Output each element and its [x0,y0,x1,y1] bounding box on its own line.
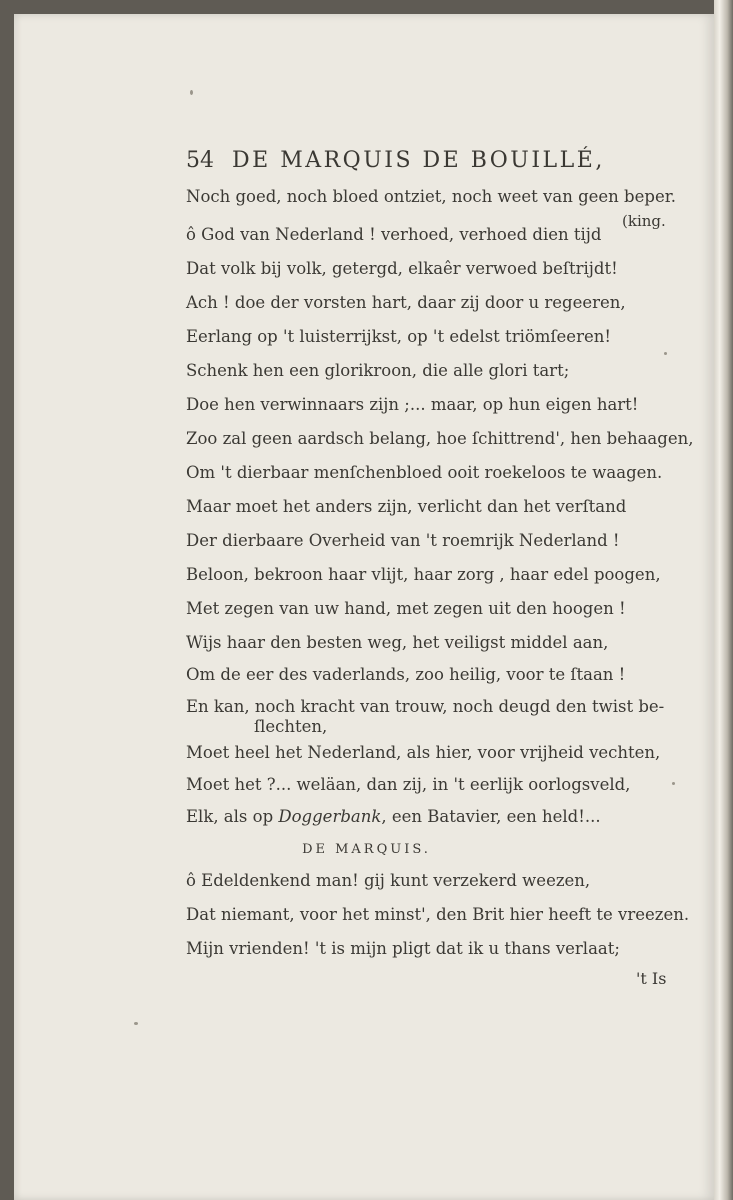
elk-before: Elk, als op [186,807,279,826]
verse-line: Schenk hen een glorikroon, die alle glori tart; [186,361,570,380]
verse-line: Dat volk bij volk, getergd, elkaêr verwoed beſtrijdt! [186,259,618,278]
verse-line-elk [186,807,601,826]
verse-line: Der dierbaare Overheid van 't roemrijk Nederland ! [186,531,620,550]
catchword: 't Is [636,969,667,988]
verse-line: Met zegen van uw hand, met zegen uit den hoogen ! [186,599,626,618]
speech-line: ô Edeldenkend man! gij kunt verzekerd weezen, [186,871,591,890]
running-title: DE MARQUIS DE BOUILLÉ, [232,148,605,173]
overhang-word: (king. [622,212,666,230]
verse-line: Noch goed, noch bloed ontziet, noch weet van geen beper. [186,187,677,206]
verse-line: Ach ! doe der vorsten hart, daar zij door u regeeren, [186,293,626,312]
speech-line: Mijn vrienden! 't is mijn pligt dat ik u thans verlaat; [186,939,620,958]
verse-line: Moet het ?... weläan, dan zij, in 't eerlijk oorlogsveld, [186,775,631,794]
page-number: 54 [186,148,214,173]
verse-line: Zoo zal geen aardsch belang, hoe ſchittrend', hen behaagen, [186,429,694,448]
running-header [186,148,686,182]
paper-speck [134,1022,138,1025]
verse-line: Eerlang op 't luisterrijkst, op 't edelst triömſeeren! [186,327,611,346]
verse-line: Om 't dierbaar menſchenbloed ooit roekeloos te waagen. [186,463,663,482]
verse-line: Beloon, bekroon haar vlijt, haar zorg , haar edel poogen, [186,565,661,584]
verse-line: ô God van Nederland ! verhoed, verhoed dien tijd [186,225,602,244]
paper-speck [664,352,667,355]
speech-line: Dat niemant, voor het minst', den Brit hier heeft te vreezen. [186,905,690,924]
paper-speck [672,782,675,785]
speaker-heading: DE MARQUIS. [302,842,431,857]
page-edge [714,0,733,1200]
verse-line-continuation: ſlechten, [254,717,328,736]
elk-italic: Doggerbank [278,807,382,826]
verse-line: Om de eer des vaderlands, zoo heilig, voor te ſtaan ! [186,665,626,684]
verse-line: Maar moet het anders zijn, verlicht dan het verſtand [186,497,627,516]
verse-line: Doe hen verwinnaars zijn ;... maar, op hun eigen hart! [186,395,639,414]
verse-line: En kan, noch kracht van trouw, noch deugd den twist be- [186,697,665,716]
elk-after: , een Batavier, een held!... [381,807,601,826]
verse-line: Moet heel het Nederland, als hier, voor vrijheid vechten, [186,743,661,762]
verse-line: Wijs haar den besten weg, het veiligst middel aan, [186,633,609,652]
paper-speck [190,90,193,95]
